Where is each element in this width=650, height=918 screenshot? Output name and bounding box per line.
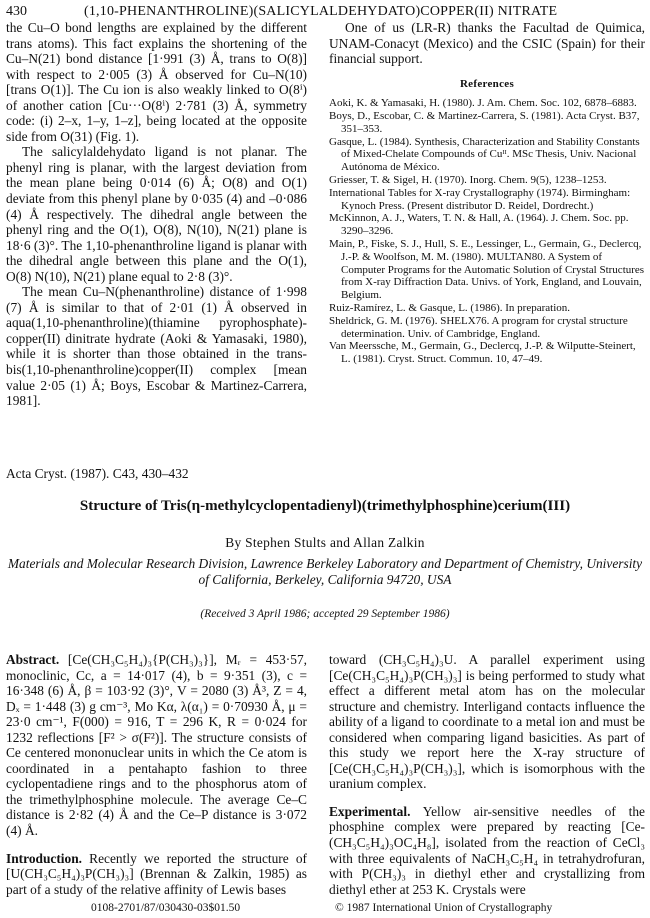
intro-label: Introduction. xyxy=(6,850,83,866)
reference-item: International Tables for X-ray Crystallography (1974). Birmingham: Kynoch Press. (Present distributor D. Reidel, Dordrecht.) xyxy=(329,186,631,212)
reference-item: Sheldrick, G. M. (1976). SHELX76. A program for crystal structure determination. Univ. of Cambridge, England. xyxy=(329,314,628,340)
introduction xyxy=(6,851,307,898)
article-left-column xyxy=(6,652,307,897)
experimental xyxy=(329,804,645,897)
left-column xyxy=(6,20,307,409)
abstract-label: Abstract. xyxy=(6,652,60,667)
abstract xyxy=(6,652,307,839)
reference-item: Main, P., Fiske, S. J., Hull, S. E., Lessinger, L., Germain, G., Declercq, J.-P. & Woolfson, M. M. (1980). MULTAN80. A System of Computer Programs for the Automatic Solution of Crystal Structures from X-ray Diffraction Data. Univs. of York, England, and Louvain, Belgium. xyxy=(329,237,645,302)
paragraph-bond-lengths: the Cu–O bond lengths are explained by the different trans atoms). This fact explains the shortening of the Cu–N(21) bond distance [1·991 (3) Å, trans to O(8)] with respect to 2·005 (3) Å observed for Cu–N(10) [trans O(1)]. The Cu ion is also weakly linked to O(8ⁱ) of another cation [Cu···O(8ⁱ) 2·781 (3) Å, symmetry code: (i) 2–x, 1–y, 1–z], being located at the opposite side from O(31) (Fig. 1). xyxy=(6,20,307,144)
reference-item: Griesser, T. & Sigel, H. (1970). Inorg. Chem. 9(5), 1238–1253. xyxy=(329,173,607,186)
intro-continued: toward (CH₃C₅H₄)₃U. A parallel experiment using [Ce(CH₃C₅H₄)₃P(CH₃)₃] is being performed to study what effect a different metal atom has on the molecular structure and chemistry. Interligand contacts influence the ability of a ligand to coordinate to a metal ion and must be considered when comparing ligand basicities. As part of this study we report here the X-ray structure of [Ce(CH₃C₅H₄)₃P(CH₃)₃], which is isomorphous with the uranium complex. xyxy=(329,652,645,792)
references-heading: References xyxy=(459,77,515,90)
article-code: 0108-2701/87/030430-03$01.50 xyxy=(91,902,241,914)
reference-item: McKinnon, A. J., Waters, T. N. & Hall, A. (1964). J. Chem. Soc. pp. 3290–3296. xyxy=(329,212,629,238)
intro-text: Recently we reported the structure of [U(CH₃C₅H₄)₃P(CH₃)₃] (Brennan & Zalkin, 1985) as part of a study of the relative affinity of Lewis bases xyxy=(6,850,307,897)
reference-list xyxy=(329,97,645,366)
article-title: Structure of Tris(η-methylcyclopentadienyl)(trimethylphosphine)cerium(III) xyxy=(79,498,571,514)
reference-item: Aoki, K. & Yamasaki, H. (1980). J. Am. Chem. Soc. 102, 6878–6883. xyxy=(329,97,637,110)
reference-item: Gasque, L. (1984). Synthesis, Characterization and Stability Constants of Mixed-Chelate Compounds of Cuᴵᴵ. MSc Thesis, Univ. Nacional Autónoma de México. xyxy=(329,135,640,174)
reference-item: Ruiz-Ramírez, L. & Gasque, L. (1986). In preparation. xyxy=(329,301,571,314)
article-authors: By Stephen Stults and Allan Zalkin xyxy=(225,535,425,550)
page-number: 430 xyxy=(6,4,27,19)
article-affiliation: Materials and Molecular Research Division, Lawrence Berkeley Laboratory and Department of Chemistry, University of California, Berkeley, California 94720, USA xyxy=(7,556,643,587)
reference-item: Boys, D., Escobar, C. & Martinez-Carrera, S. (1981). Acta Cryst. B37, 351–353. xyxy=(329,109,640,135)
journal-reference: Acta Cryst. (1987). C43, 430–432 xyxy=(6,466,189,481)
abstract-text: [Ce(CH₃C₅H₄)₃{P(CH₃)₃}], Mᵣ = 453·57, monoclinic, Cc, a = 14·017 (4), b = 9·351 (3), c = 16·348 (6) Å, β = 103·92 (3)°, V = 2080 (3) Å³, Z = 4, Dₓ = 1·448 (3) g cm⁻³, Mo Kα, λ(α₁) = 0·70930 Å, μ = 23·0 cm⁻¹, F(000) = 916, T = 296 K, R = 0·024 for 1232 reflections [F² > σ(F²)]. The structure consists of Ce centered mononuclear units in which the Ce atom is coordinated in a pentahapto fashion to three cyclopentadiene rings and to the phosphorus atom of the trimethylphosphine molecule. The average Ce–C distance is 2·82 (4) Å and the Ce–P distance is 3·072 (4) Å. xyxy=(6,652,307,839)
paragraph-mean-distance: The mean Cu–N(phenanthroline) distance of 1·998 (7) Å is similar to that of 2·01 (1) Å observed in aqua(1,10-phenanthroline)(thiamine pyrophosphate)-copper(II) dinitrate hydrate (Aoki & Yamasaki, 1980), while it is shorter than those obtained in the trans-bis(1,10-phenanthroline)copper(II) complex [mean value 2·05 (1) Å; Boys, Escobar & Martinez-Carrera, 1981]. xyxy=(6,284,307,409)
running-title: (1,10-PHENANTHROLINE)(SALICYLALDEHYDATO)COPPER(II) NITRATE xyxy=(84,4,558,19)
received-dates: (Received 3 April 1986; accepted 29 September 1986) xyxy=(200,608,450,620)
acknowledgement: One of us (LR-R) thanks the Facultad de Quimica, UNAM-Conacyt (Mexico) and the CSIC (Spain) for their financial support. xyxy=(329,20,645,67)
reference-item: Van Meerssche, M., Germain, G., Declercq, J.-P. & Wilputte-Steinert, L. (1981). Cryst. Struct. Commun. 10, 47–49. xyxy=(329,340,636,366)
copyright: © 1987 International Union of Crystallography xyxy=(335,902,553,914)
article-right-column xyxy=(329,652,645,897)
right-column xyxy=(329,20,645,366)
paragraph-salicylaldehydato: The salicylaldehydato ligand is not planar. The phenyl ring is planar, with the largest deviation from the mean plane being 0·014 (6) Å; O(8) and O(1) deviate from this phenyl plane by 0·035 (4) and –0·086 (4) Å respectively. The dihedral angle between the phenyl ring and the O(1), O(8), N(10), N(21) plane is 18·6 (3)°. The 1,10-phenanthroline ligand is planar with the dihedral angle between this plane and the O(1), O(8) N(10), N(21) plane equal to 2·8 (3)°. xyxy=(6,144,307,284)
experimental-label: Experimental. xyxy=(329,803,411,819)
experimental-text: Yellow air-sensitive needles of the phosphine complex were prepared by reacting [Ce-(CH₃C₅H₄)₃OC₄H₈], isolated from the reaction of CeCl₃ with three equivalents of NaCH₃C₅H₄ in tetrahydrofuran, with P(CH₃)₃ in diethyl ether and crystallizing from diethyl ether at 253 K. Crystals were xyxy=(329,803,645,897)
